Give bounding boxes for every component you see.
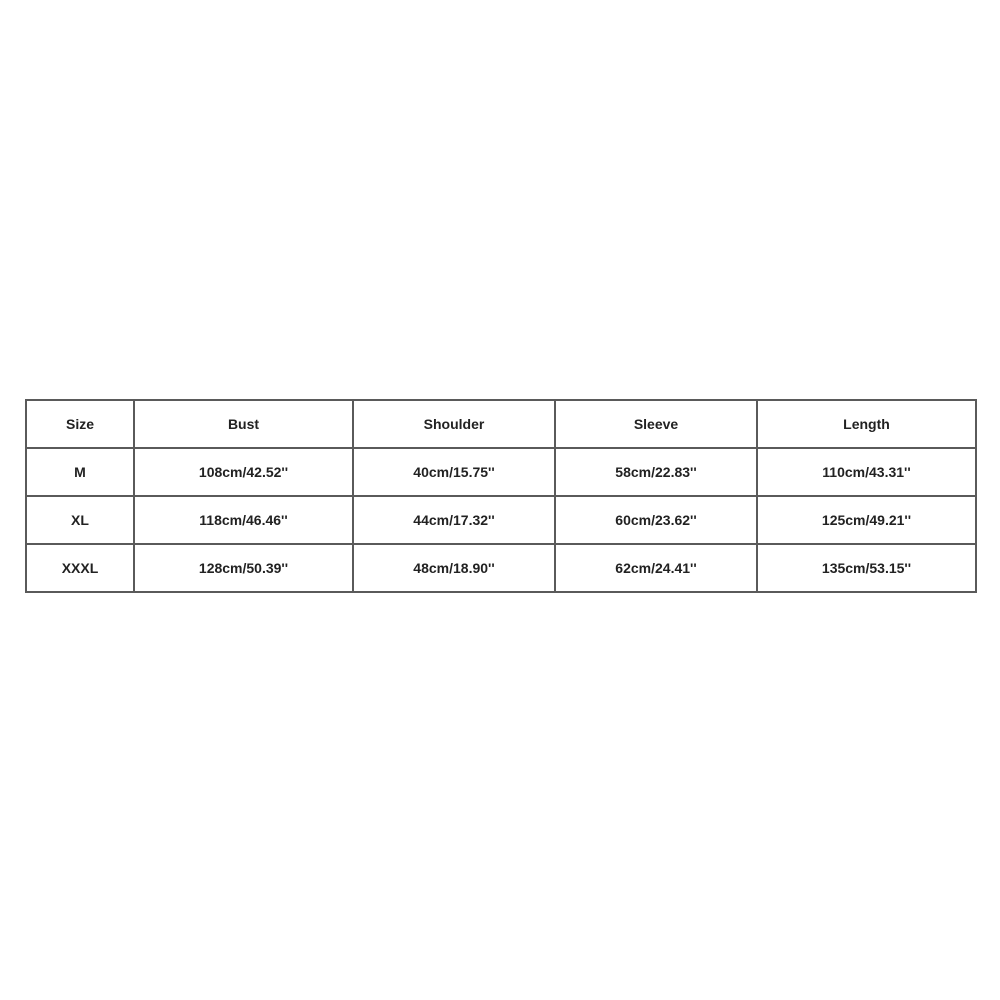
header-cell-size: Size <box>26 400 134 448</box>
header-cell-length: Length <box>757 400 976 448</box>
size-chart-table <box>25 399 977 593</box>
table-row <box>26 544 976 592</box>
sleeve-cell: 58cm/22.83'' <box>555 448 757 496</box>
table-row <box>26 448 976 496</box>
size-cell: M <box>26 448 134 496</box>
bust-cell: 128cm/50.39'' <box>134 544 353 592</box>
header-cell-shoulder: Shoulder <box>353 400 555 448</box>
header-cell-bust: Bust <box>134 400 353 448</box>
table-row <box>26 496 976 544</box>
sleeve-cell: 60cm/23.62'' <box>555 496 757 544</box>
sleeve-cell: 62cm/24.41'' <box>555 544 757 592</box>
shoulder-cell: 40cm/15.75'' <box>353 448 555 496</box>
header-cell-sleeve: Sleeve <box>555 400 757 448</box>
shoulder-cell: 44cm/17.32'' <box>353 496 555 544</box>
size-cell: XL <box>26 496 134 544</box>
bust-cell: 108cm/42.52'' <box>134 448 353 496</box>
length-cell: 135cm/53.15'' <box>757 544 976 592</box>
bust-cell: 118cm/46.46'' <box>134 496 353 544</box>
shoulder-cell: 48cm/18.90'' <box>353 544 555 592</box>
length-cell: 110cm/43.31'' <box>757 448 976 496</box>
header-row <box>26 400 976 448</box>
size-cell: XXXL <box>26 544 134 592</box>
length-cell: 125cm/49.21'' <box>757 496 976 544</box>
